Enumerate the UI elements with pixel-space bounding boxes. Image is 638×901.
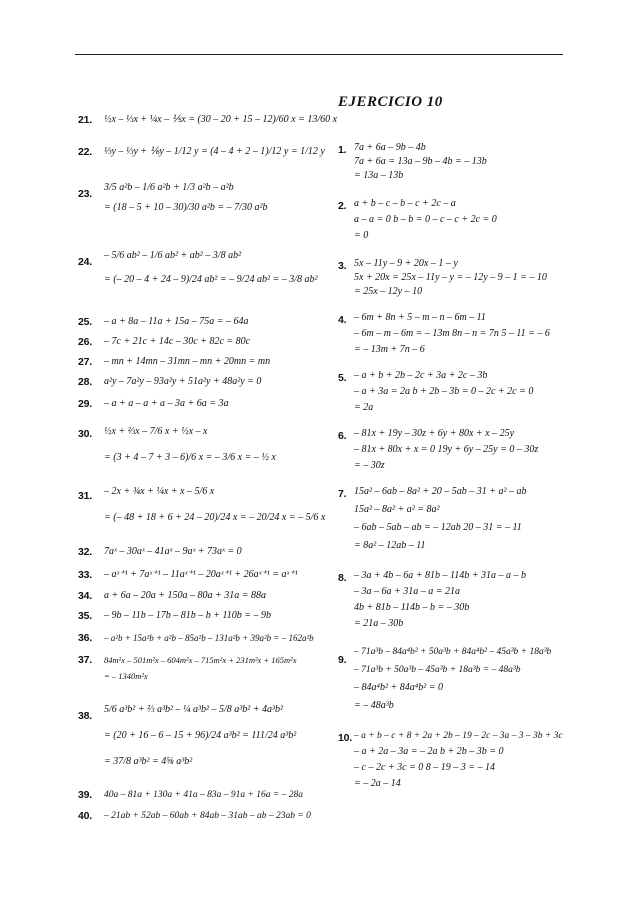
expression-line: = 13a – 13b	[354, 170, 404, 181]
problem-number: 2.	[338, 200, 347, 212]
expression-line: a²y – 7a²y – 93a²y + 51a²y + 48a²y = 0	[104, 376, 262, 387]
problem-number: 36.	[78, 632, 92, 644]
expression-line: = 25x – 12y – 10	[354, 286, 423, 297]
expression-line: 4b + 81b – 114b – b = – 30b	[354, 602, 470, 613]
expression-line: = 21a – 30b	[354, 618, 404, 629]
problem-number: 39.	[78, 789, 92, 801]
expression-line: – 81x + 80x + x = 0 19y + 6y – 25y = 0 – 30z	[354, 444, 539, 455]
expression-line: = (– 48 + 18 + 6 + 24 – 20)/24 x = – 20/24 x = – 5/6 x	[104, 512, 326, 523]
expression-line: – 21ab + 52ab – 60ab + 84ab – 31ab – ab – 23ab = 0	[104, 811, 311, 821]
problem-number: 10.	[338, 732, 352, 744]
problem-number: 9.	[338, 654, 347, 666]
expression-line: ½x – ⅓x + ¼x – ⅕x = (30 – 20 + 15 – 12)/60 x = 13/60 x	[104, 114, 338, 125]
expression-line: = (20 + 16 – 6 – 15 + 96)/24 a³b² = 111/24 a³b²	[104, 730, 297, 741]
problem-number: 34.	[78, 590, 92, 602]
expression-line: – aˣ⁺¹ + 7aˣ⁺¹ – 11aˣ⁺¹ – 20aˣ⁺¹ + 26aˣ⁺¹ = aˣ⁺¹	[104, 569, 298, 580]
problem-number: 3.	[338, 260, 347, 272]
expression-line: 15a² – 8a² + a² = 8a²	[354, 504, 440, 515]
expression-line: – 71a³b – 84a⁴b² + 50a³b + 84a⁴b² – 45a³b + 18a³b	[354, 647, 552, 657]
expression-line: = (18 – 5 + 10 – 30)/30 a²b = – 7/30 a²b	[104, 202, 268, 213]
expression-line: – 6m + 8n + 5 – m – n – 6m – 11	[354, 312, 486, 323]
problem-number: 37.	[78, 654, 92, 666]
problem-number: 32.	[78, 546, 92, 558]
expression-line: 84m²x – 501m²x – 604m²x – 715m²x + 231m²x + 165m²x	[104, 655, 297, 665]
expression-line: – a + a – a + a – 3a + 6a = 3a	[104, 398, 229, 409]
expression-line: – 2x + ¾x + ¼x + x – 5/6 x	[104, 486, 215, 497]
problem-number: 6.	[338, 430, 347, 442]
problem-number: 35.	[78, 610, 92, 622]
expression-line: – 3a – 6a + 31a – a = 21a	[354, 586, 460, 597]
problem-number: 8.	[338, 572, 347, 584]
problem-number: 22.	[78, 146, 92, 158]
exercise-heading: EJERCICIO 10	[338, 94, 443, 110]
expression-line: – 71a³b + 50a³b – 45a³b + 18a³b = – 48a³b	[354, 665, 521, 675]
expression-line: – 6ab – 5ab – ab = – 12ab 20 – 31 = – 11	[354, 522, 522, 533]
problem-number: 24.	[78, 256, 92, 268]
expression-line: – c – 2c + 3c = 0 8 – 19 – 3 = – 14	[354, 762, 496, 773]
top-rule	[75, 54, 563, 55]
problem-number: 30.	[78, 428, 92, 440]
expression-line: – a + 8a – 11a + 15a – 75a = – 64a	[104, 316, 249, 327]
expression-line: 3/5 a²b – 1/6 a²b + 1/3 a²b – a²b	[104, 182, 234, 193]
expression-line: = – 2a – 14	[354, 778, 401, 789]
expression-line: 7a + 6a = 13a – 9b – 4b = – 13b	[354, 156, 487, 167]
problem-number: 28.	[78, 376, 92, 388]
expression-line: – 3a + 4b – 6a + 81b – 114b + 31a – a – b	[354, 570, 527, 581]
problem-number: 21.	[78, 114, 92, 126]
expression-line: 7aˣ – 30aˣ – 41aˣ – 9aˣ + 73aˣ = 0	[104, 546, 242, 557]
expression-line: 5x – 11y – 9 + 20x – 1 – y	[354, 258, 458, 269]
problem-number: 23.	[78, 188, 92, 200]
expression-line: – a + b + 2b – 2c + 3a + 2c – 3b	[354, 370, 488, 381]
expression-line: 5/6 a³b² + ⅔ a³b² – ¼ a³b² – 5/8 a³b² + 4a³b²	[104, 704, 284, 715]
expression-line: = 2a	[354, 402, 374, 413]
expression-line: 5x + 20x = 25x – 11y – y = – 12y – 9 – 1 = – 10	[354, 272, 547, 283]
expression-line: 15a² – 6ab – 8a² + 20 – 5ab – 31 + a² – ab	[354, 486, 527, 497]
problem-number: 29.	[78, 398, 92, 410]
expression-line: – 6m – m – 6m = – 13m 8n – n = 7n 5 – 11 = – 6	[354, 328, 550, 339]
expression-line: ⅓y – ⅓y + ⅙y – 1/12 y = (4 – 4 + 2 – 1)/12 y = 1/12 y	[104, 146, 325, 157]
problem-number: 33.	[78, 569, 92, 581]
expression-line: a + b – c – b – c + 2c – a	[354, 198, 456, 209]
expression-line: a + 6a – 20a + 150a – 80a + 31a = 88a	[104, 590, 266, 601]
problem-number: 26.	[78, 336, 92, 348]
problem-number: 1.	[338, 144, 347, 156]
expression-line: = (3 + 4 – 7 + 3 – 6)/6 x = – 3/6 x = – ½ x	[104, 452, 276, 463]
expression-line: – a + 3a = 2a b + 2b – 3b = 0 – 2c + 2c = 0	[354, 386, 534, 397]
problem-number: 25.	[78, 316, 92, 328]
expression-line: = 0	[354, 230, 369, 241]
expression-line: = – 1340m²x	[104, 671, 148, 681]
expression-line: – mn + 14mn – 31mn – mn + 20mn = mn	[104, 356, 271, 367]
expression-line: 7a + 6a – 9b – 4b	[354, 142, 426, 153]
problem-number: 40.	[78, 810, 92, 822]
problem-number: 5.	[338, 372, 347, 384]
expression-line: ½x + ⅔x – 7/6 x + ½x – x	[104, 426, 208, 437]
problem-number: 38.	[78, 710, 92, 722]
problem-number: 27.	[78, 356, 92, 368]
problem-number: 31.	[78, 490, 92, 502]
expression-line: – 7c + 21c + 14c – 30c + 82c = 80c	[104, 336, 251, 347]
expression-line: = – 13m + 7n – 6	[354, 344, 425, 355]
expression-line: – 84a⁴b² + 84a⁴b² = 0	[354, 682, 443, 693]
expression-line: = (– 20 – 4 + 24 – 9)/24 ab² = – 9/24 ab² = – 3/8 ab²	[104, 274, 318, 285]
expression-line: = – 30z	[354, 460, 385, 471]
expression-line: – 9b – 11b – 17b – 81b – b + 110b = – 9b	[104, 610, 272, 621]
problem-number: 7.	[338, 488, 347, 500]
expression-line: – a + 2a – 3a = – 2a b + 2b – 3b = 0	[354, 746, 504, 757]
expression-line: – 5/6 ab² – 1/6 ab² + ab² – 3/8 ab²	[104, 250, 242, 261]
expression-line: – 81x + 19y – 30z + 6y + 80x + x – 25y	[354, 428, 515, 439]
expression-line: = 8a² – 12ab – 11	[354, 540, 426, 551]
expression-line: = – 48a³b	[354, 700, 394, 711]
expression-line: = 37/8 a³b² = 4⅝ a³b²	[104, 756, 193, 767]
expression-line: – a + b – c + 8 + 2a + 2b – 19 – 2c – 3a – 3 – 3b + 3c	[354, 731, 563, 741]
expression-line: – a²b + 15a²b + a²b – 85a²b – 131a²b + 39a²b = – 162a²b	[104, 633, 314, 643]
expression-line: 40a – 81a + 130a + 41a – 83a – 91a + 16a = – 28a	[104, 790, 304, 800]
problem-number: 4.	[338, 314, 347, 326]
expression-line: a – a = 0 b – b = 0 – c – c + 2c = 0	[354, 214, 497, 225]
